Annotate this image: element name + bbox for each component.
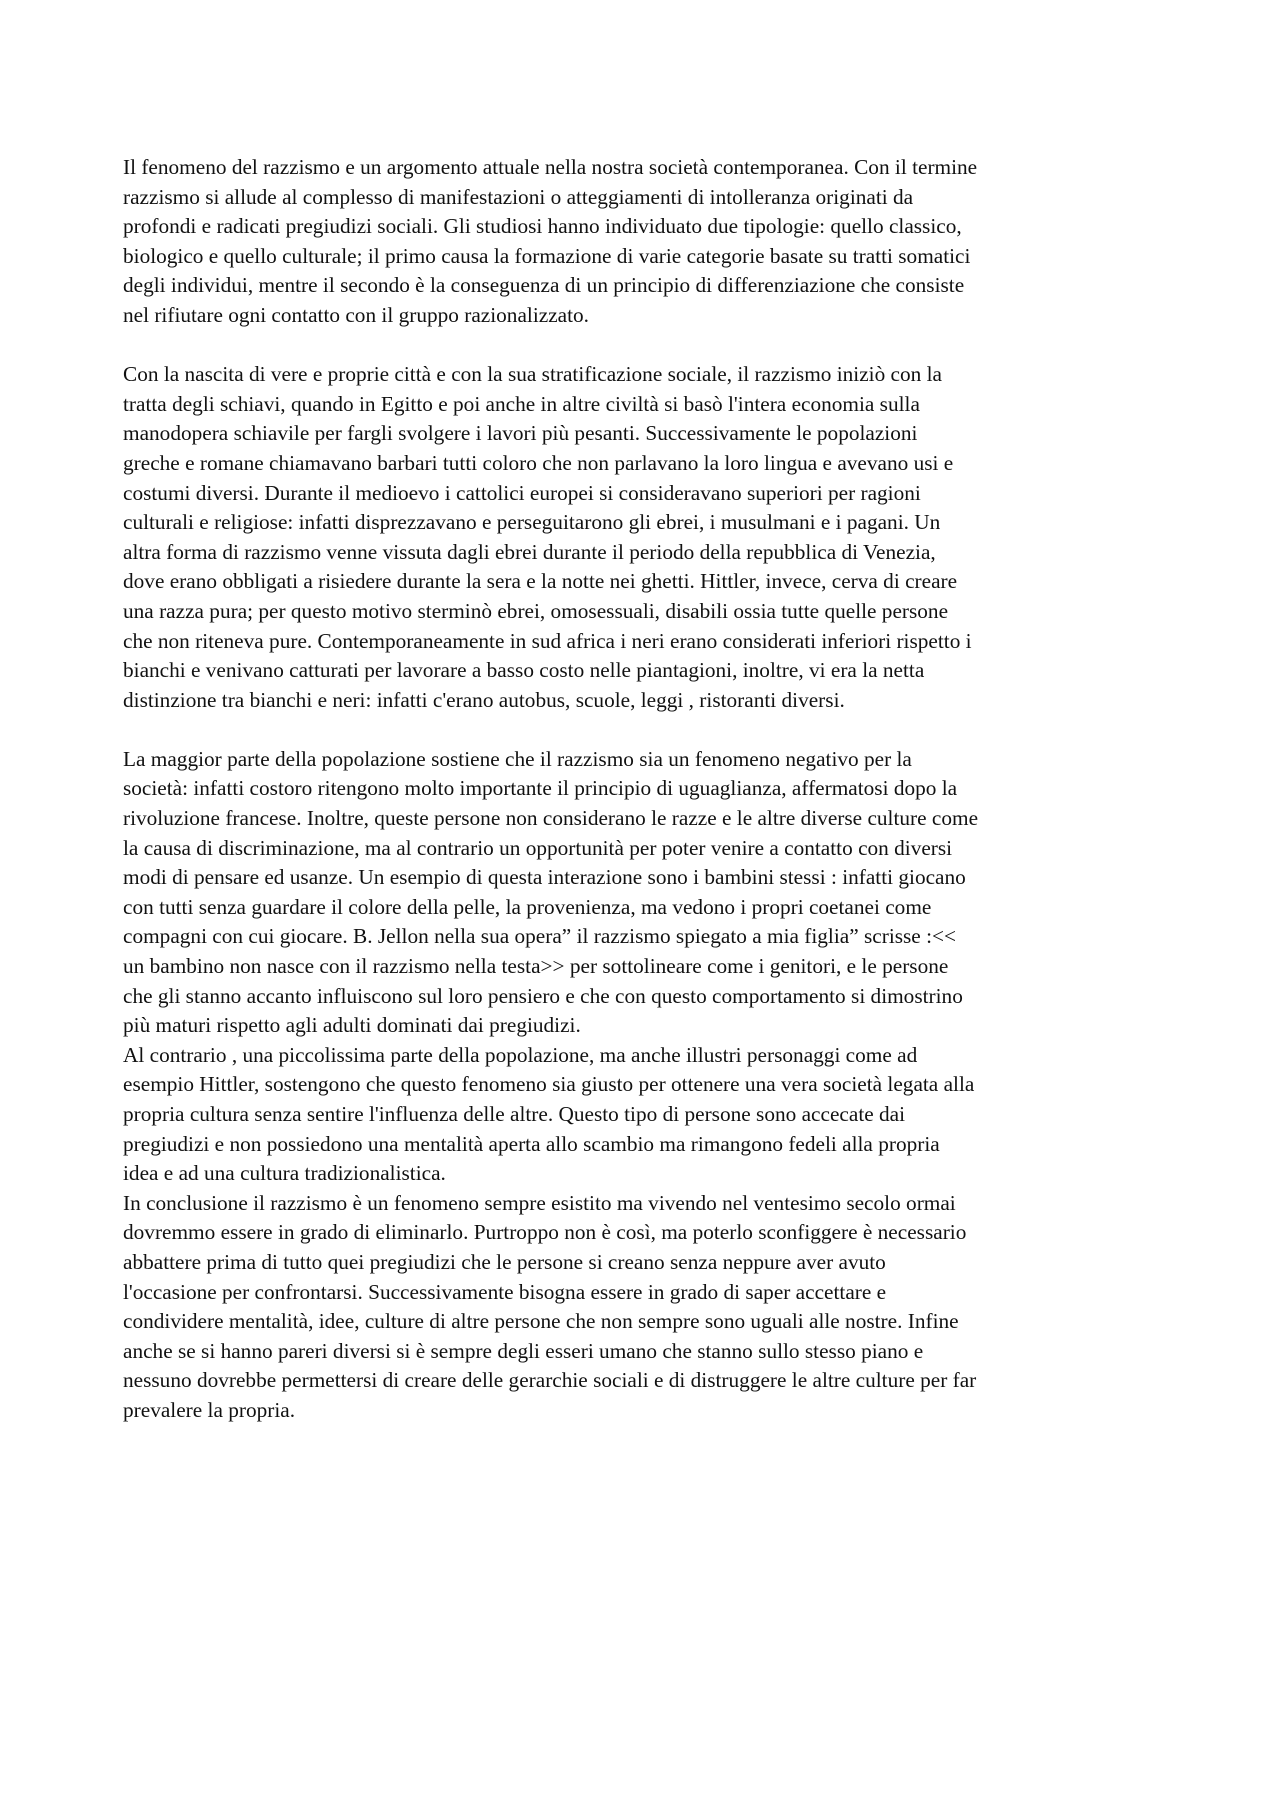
text-line: con tutti senza guardare il colore della pelle, la provenienza, ma vedono i propri coetanei come	[123, 894, 932, 919]
text-line: Al contrario , una piccolissima parte della popolazione, ma anche illustri personaggi come ad	[123, 1042, 918, 1067]
text-line: biologico e quello culturale; il primo causa la formazione di varie categorie basate su tratti somatici	[123, 243, 971, 268]
text-line: prevalere la propria.	[123, 1397, 296, 1422]
text-line: idea e ad una cultura tradizionalistica.	[123, 1161, 446, 1186]
text-line: dovremmo essere in grado di eliminarlo. Purtroppo non è così, ma poterlo sconfiggere è necessario	[123, 1220, 967, 1245]
text-line: greche e romane chiamavano barbari tutti coloro che non parlavano la loro lingua e avevano usi e	[123, 450, 954, 475]
text-line: più maturi rispetto agli adulti dominati dai pregiudizi.	[123, 1013, 581, 1038]
text-line: altra forma di razzismo venne vissuta dagli ebrei durante il periodo della repubblica di Venezia,	[123, 539, 936, 564]
paragraph-conclusion	[123, 1189, 1168, 1426]
text-line: nessuno dovrebbe permettersi di creare delle gerarchie sociali e di distruggere le altre culture per far	[123, 1368, 977, 1393]
paragraph-minority-view	[123, 1041, 1168, 1189]
text-line: bianchi e venivano catturati per lavorare a basso costo nelle piantagioni, inoltre, vi era la netta	[123, 658, 925, 683]
text-line: che non riteneva pure. Contemporaneamente in sud africa i neri erano considerati inferiori rispetto i	[123, 628, 972, 653]
text-line: culturali e religiose: infatti disprezzavano e perseguitarono gli ebrei, i musulmani e i pagani. Un	[123, 510, 941, 535]
text-line: nel rifiutare ogni contatto con il gruppo razionalizzato.	[123, 302, 589, 327]
text-line: pregiudizi e non possiedono una mentalità aperta allo scambio ma rimangono fedeli alla propria	[123, 1131, 940, 1156]
text-line: la causa di discriminazione, ma al contrario un opportunità per poter venire a contatto con diversi	[123, 835, 953, 860]
text-line: Con la nascita di vere e proprie città e con la sua stratificazione sociale, il razzismo iniziò con la	[123, 362, 943, 387]
text-line: dove erano obbligati a risiedere durante la sera e la notte nei ghetti. Hittler, invece, cerva di creare	[123, 569, 958, 594]
text-line: che gli stanno accanto influiscono sul loro pensiero e che con questo comportamento si dimostrino	[123, 983, 963, 1008]
text-line: degli individui, mentre il secondo è la conseguenza di un principio di differenziazione che consiste	[123, 273, 965, 298]
text-line: l'occasione per confrontarsi. Successivamente bisogna essere in grado di saper accettare e	[123, 1279, 887, 1304]
text-line: esempio Hittler, sostengono che questo fenomeno sia giusto per ottenere una vera società legata alla	[123, 1072, 975, 1097]
text-line: distinzione tra bianchi e neri: infatti c'erano autobus, scuole, leggi , ristoranti diversi.	[123, 687, 845, 712]
text-line: modi di pensare ed usanze. Un esempio di questa interazione sono i bambini stessi : infatti giocano	[123, 865, 966, 890]
text-line: Il fenomeno del razzismo e un argomento attuale nella nostra società contemporanea. Con il termine	[123, 155, 978, 179]
text-line: In conclusione il razzismo è un fenomeno sempre esistito ma vivendo nel ventesimo secolo ormai	[123, 1190, 956, 1215]
text-line: profondi e radicati pregiudizi sociali. Gli studiosi hanno individuato due tipologie: quello classico,	[123, 214, 962, 239]
paragraph-history	[123, 360, 1168, 715]
paragraph-majority-view	[123, 745, 1168, 1041]
text-line: propria cultura senza sentire l'influenza delle altre. Questo tipo di persone sono accecate dai	[123, 1102, 906, 1126]
text-line: un bambino non nasce con il razzismo nella testa>> per sottolineare come i genitori, e le persone	[123, 954, 949, 979]
text-line: condividere mentalità, idee, culture di altre persone che non sempre sono uguali alle nostre. Infine	[123, 1309, 959, 1334]
text-line: tratta degli schiavi, quando in Egitto e poi anche in altre civiltà si basò l'intera economia sulla	[123, 391, 920, 416]
text-line: rivoluzione francese. Inoltre, queste persone non considerano le razze e le altre diverse culture come	[123, 806, 979, 831]
text-line: una razza pura; per questo motivo sterminò ebrei, omosessuali, disabili ossia tutte quelle persone	[123, 598, 949, 623]
text-line: La maggior parte della popolazione sostiene che il razzismo sia un fenomeno negativo per la	[123, 746, 912, 771]
paragraph-intro	[123, 153, 1168, 331]
text-line: razzismo si allude al complesso di manifestazioni o atteggiamenti di intolleranza originati da	[123, 184, 914, 209]
text-line: manodopera schiavile per fargli svolgere i lavori più pesanti. Successivamente le popolazioni	[123, 421, 918, 446]
text-line: anche se si hanno pareri diversi si è sempre degli esseri umano che stanno sullo stesso piano e	[123, 1338, 924, 1363]
text-line: abbattere prima di tutto quei pregiudizi che le persone si creano senza neppure aver avuto	[123, 1249, 886, 1274]
text-line: società: infatti costoro ritengono molto importante il principio di uguaglianza, affermatosi dopo la	[123, 776, 958, 801]
text-line: compagni con cui giocare. B. Jellon nella sua opera” il razzismo spiegato a mia figlia” scrisse :<<	[123, 924, 957, 949]
text-line: costumi diversi. Durante il medioevo i cattolici europei si consideravano superiori per ragioni	[123, 480, 921, 505]
essay-body	[123, 153, 1168, 1426]
